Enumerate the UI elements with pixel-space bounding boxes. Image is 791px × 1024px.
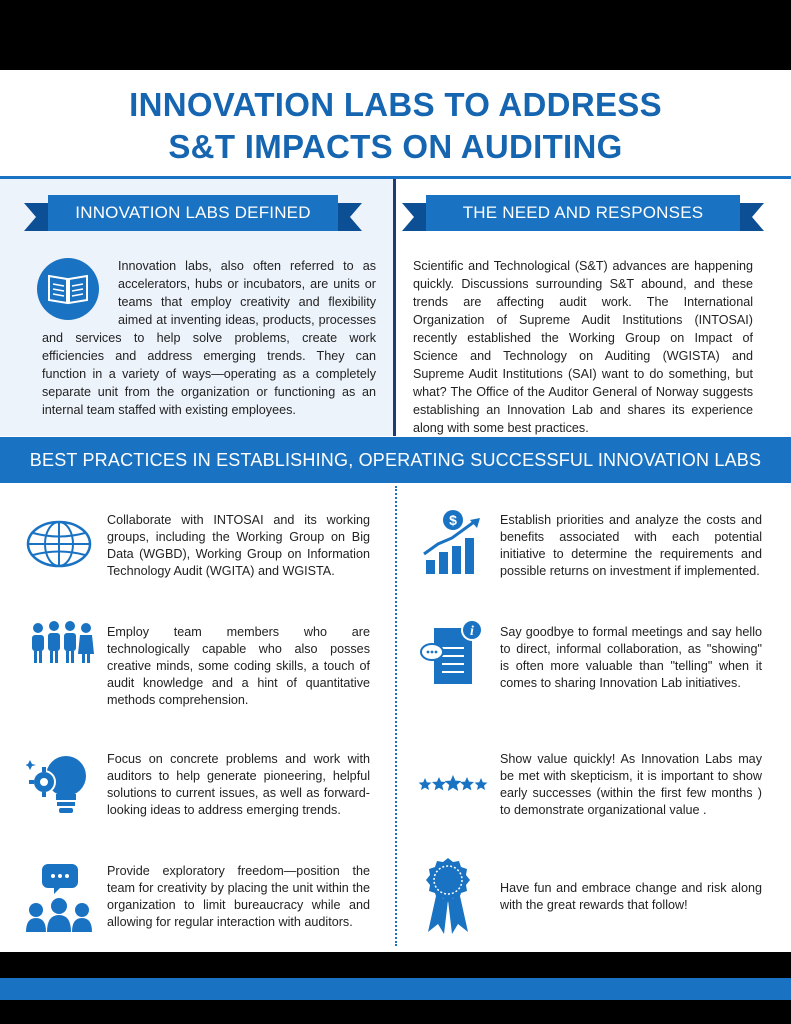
page-title bbox=[0, 84, 791, 168]
practice-collaborate: Collaborate with INTOSAI and its working groups, including the Working Group on Big Data (WGBD), Working Group on Information Technology Audit (WGITA) and WGISTA. bbox=[107, 513, 370, 578]
lightbulb-gear-icon bbox=[26, 752, 90, 821]
practice-informal-collaboration: Say goodbye to formal meetings and say hello to direct, informal collaboration, as "showing" is often more valuable than "telling" when it comes to sharing Innovation Lab initiatives. bbox=[500, 625, 762, 690]
svg-text:i: i bbox=[470, 624, 474, 639]
practice-focus-on-problems: Focus on concrete problems and work with auditors to help generate pioneering, helpful solutions to current issues, as well as forward-looking ideas to address emerging trends. bbox=[107, 752, 370, 817]
svg-text:$: $ bbox=[449, 512, 457, 528]
section-heading: INNOVATION LABS DEFINED bbox=[48, 195, 338, 231]
title-line-2: S&T IMPACTS ON AUDITING bbox=[168, 128, 623, 165]
title-line-1: INNOVATION LABS TO ADDRESS bbox=[129, 86, 662, 123]
practice-employ-team-members: Employ team members who are technologically capable who also posses creative minds, some coding skills, a touch of audit knowledge and a hint of quantitative methods comprehension. bbox=[107, 625, 370, 707]
innovation-labs-definition bbox=[42, 257, 376, 419]
section-heading: THE NEED AND RESPONSES bbox=[426, 195, 740, 231]
best-practices-heading: BEST PRACTICES IN ESTABLISHING, OPERATING SUCCESSFUL INNOVATION LABS bbox=[0, 437, 791, 483]
group-chat-icon bbox=[26, 862, 92, 939]
column-divider bbox=[393, 179, 396, 436]
definition-text: Innovation labs, also often referred to as accelerators, hubs or incubators, are units or teams that employ creativity and flexibility aimed at inventing ideas, products, processes and services to help solve problems, create work efficiencies and address emerging trends. They can function in a variety of ways—operating as a completely separate unit from the organization or functioning as an internal team staffed with existing employees. bbox=[42, 259, 376, 417]
practice-show-value-quickly: Show value quickly! As Innovation Labs may be met with skepticism, it is important to show early successes (within the first few months ) to demonstrate organizational value . bbox=[500, 752, 762, 817]
practice-establish-priorities: Establish priorities and analyze the costs and benefits associated with each potential initiative to determine the requirements and possible returns on investment if implemented. bbox=[500, 513, 762, 578]
team-members-icon bbox=[28, 620, 96, 669]
footer-band bbox=[0, 978, 791, 1000]
need-and-responses-banner bbox=[414, 195, 752, 235]
globe-icon bbox=[26, 518, 92, 575]
practice-have-fun: Have fun and embrace change and risk along with the great rewards that follow! bbox=[500, 881, 762, 912]
award-ribbon-icon bbox=[420, 858, 476, 939]
document-chat-icon bbox=[420, 618, 486, 693]
practice-exploratory-freedom: Provide exploratory freedom—position the team for creativity by placing the unit within the organization to limit bureaucracy while and allowing for regular interaction with auditors. bbox=[107, 864, 370, 929]
innovation-labs-defined-banner bbox=[36, 195, 350, 235]
stars-icon bbox=[418, 774, 488, 799]
need-and-responses-text: Scientific and Technological (S&T) advances are happening quickly. Discussions surrounding S&T abound, and these trends are affecting audit work. The International Organization of Supreme Audit Institutions (INTOSAI) recently established the Working Group on Impact of Science and Technology on Auditing (WGISTA) and Supreme Audit Institutions (SAI) want to do something, but what? The Office of the Auditor General of Norway suggests establishing an Innovation Lab and shares its experience along with some best practices. bbox=[413, 259, 753, 435]
dotted-divider bbox=[395, 486, 397, 946]
growth-chart-icon bbox=[420, 508, 486, 581]
